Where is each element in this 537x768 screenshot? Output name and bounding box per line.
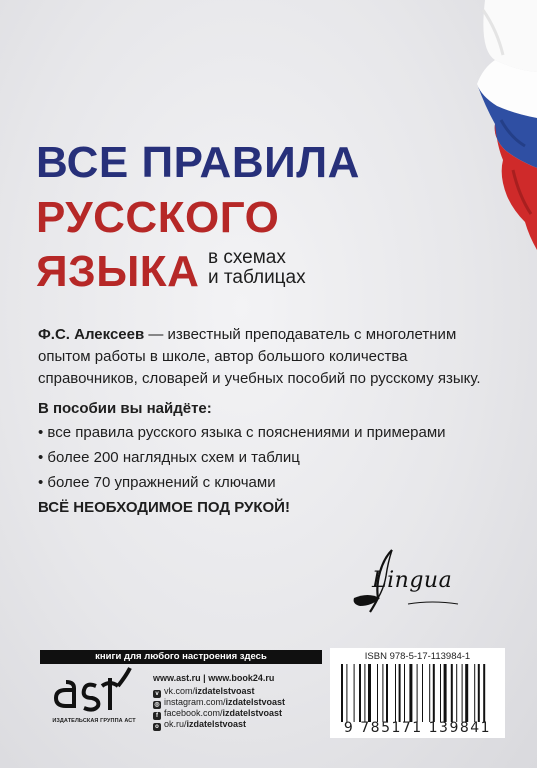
barcode-stripe [395, 664, 396, 722]
series-name: Lingua [372, 568, 453, 593]
barcode-stripe [465, 664, 468, 722]
contents-item: • более 70 упражнений с ключами [38, 474, 276, 491]
barcode-stripe [359, 664, 361, 722]
barcode-stripe [462, 664, 463, 722]
barcode-stripe [456, 664, 457, 722]
instagram-icon: ◎ [154, 702, 160, 708]
barcode-stripe [483, 664, 485, 722]
barcode-stripe [444, 664, 447, 722]
barcode-stripe [451, 664, 453, 722]
title-line-3: ЯЗЫКА [36, 247, 200, 296]
title-line-2: РУССКОГО [36, 193, 280, 242]
author-bio: — известный преподаватель с многолетним опытом работы в школе, автор большого количества справочников, словарей и учебных пособий по русскому языку. [38, 326, 481, 387]
barcode-stripe [346, 664, 347, 722]
subtitle-line-2: и таблицах [208, 267, 306, 288]
vk-icon: v [153, 690, 161, 698]
barcode-box [330, 648, 505, 738]
publisher-name: ИЗДАТЕЛЬСКАЯ ГРУППА АСТ [52, 718, 136, 724]
social-link-odnoklassniki[interactable]: o ok.ru/izdatelstvoast [153, 719, 285, 730]
barcode-stripe [440, 664, 441, 722]
russian-flag-image [455, 0, 537, 250]
author-description [38, 324, 500, 390]
barcode-stripe [368, 664, 371, 722]
facebook-icon: f [153, 712, 161, 720]
barcode-stripe [377, 664, 378, 722]
barcode-image [339, 664, 497, 722]
barcode-stripe [386, 664, 388, 722]
social-link-instagram[interactable]: ◎ instagram.com/izdatelstvoast [154, 697, 286, 708]
contents-heading: В пособии вы найдёте: [38, 400, 212, 417]
title-line-1: ВСЕ ПРАВИЛА [36, 138, 360, 187]
slogan: ВСЁ НЕОБХОДИМОЕ ПОД РУКОЙ! [38, 499, 290, 516]
author-name: Ф.С. Алексеев [38, 326, 145, 343]
barcode-digits: 9 785171 139841 [343, 720, 492, 736]
websites-link[interactable]: www.ast.ru | www.book24.ru [153, 673, 275, 683]
social-link-vk[interactable]: v vk.com/izdatelstvoast [153, 686, 285, 697]
subtitle-line-1: в схемах [208, 247, 286, 268]
barcode-stripe [364, 664, 365, 722]
subtitle [208, 248, 306, 288]
barcode-stripe [417, 664, 418, 722]
barcode-stripe [409, 664, 412, 722]
ast-logo-icon [52, 666, 136, 714]
barcode-stripe [341, 664, 343, 722]
barcode-stripe [399, 664, 401, 722]
odnoklassniki-icon: o [153, 723, 161, 731]
barcode-stripe [354, 664, 355, 722]
barcode-stripe [433, 664, 435, 722]
isbn-number: ISBN 978-5-17-113984-1 [364, 651, 471, 662]
barcode-stripe [429, 664, 430, 722]
contacts-block [153, 672, 285, 730]
series-logo [348, 548, 466, 618]
barcode-stripe [422, 664, 423, 722]
contents-list [38, 424, 446, 499]
barcode-stripe [382, 664, 383, 722]
social-link-facebook[interactable]: f facebook.com/izdatelstvoast [153, 708, 285, 719]
barcode-stripe [474, 664, 475, 722]
contents-item: • все правила русского языка с пояснениями и примерами [38, 424, 446, 441]
barcode-stripe [478, 664, 480, 722]
barcode-stripe [404, 664, 405, 722]
contents-item: • более 200 наглядных схем и таблиц [38, 449, 300, 466]
tagline-bar: книги для любого настроения здесь [40, 650, 322, 664]
